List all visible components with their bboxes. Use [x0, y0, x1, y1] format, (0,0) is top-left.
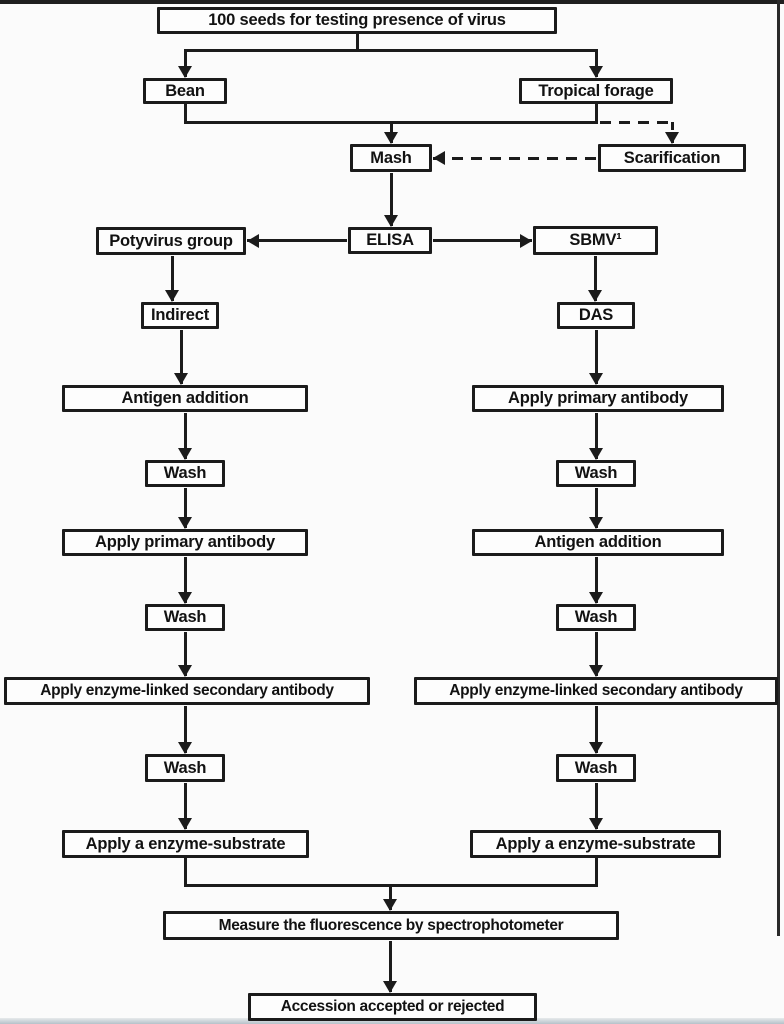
arrowhead-enzyme-to-wash3-left: [178, 742, 192, 754]
node-wash-right-1: Wash: [556, 460, 636, 487]
arrowhead-merge-to-measure: [383, 899, 397, 911]
edge-substrate-merge-right-stem: [595, 858, 598, 887]
edge-seeds-split-bar: [184, 49, 598, 52]
node-antigen-addition-right: Antigen addition: [472, 529, 724, 556]
edge-elisa-to-sbmv: [433, 239, 532, 242]
figure-right-border: [777, 0, 780, 936]
node-wash-left-2: Wash: [145, 604, 225, 631]
arrowhead-wash3-to-substrate-left: [178, 818, 192, 830]
node-accession-result: Accession accepted or rejected: [248, 993, 537, 1021]
node-sbmv: SBMV¹: [533, 226, 658, 255]
node-100-seeds: 100 seeds for testing presence of virus: [157, 7, 557, 34]
arrowhead-primary-to-wash1-right: [589, 448, 603, 460]
node-enzyme-secondary-left: Apply enzyme-linked secondary antibody: [4, 677, 370, 705]
node-wash-left-1: Wash: [145, 460, 225, 487]
arrowhead-forage-to-scarification-dashed: [665, 132, 679, 144]
arrowhead-potyvirus-to-indirect: [165, 290, 179, 302]
node-elisa: ELISA: [348, 227, 432, 254]
node-enzyme-substrate-left: Apply a enzyme-substrate: [62, 830, 309, 858]
arrowhead-split-to-bean: [178, 66, 192, 78]
arrowhead-mash-to-elisa: [384, 215, 398, 227]
node-apply-primary-antibody-left: Apply primary antibody: [62, 529, 308, 556]
figure-top-border: [0, 0, 784, 4]
arrowhead-scarification-to-mash-dashed: [433, 151, 445, 165]
arrowhead-indirect-to-antigen-addition: [174, 373, 188, 385]
edge-forage-to-scarification-dashed-seg0: [600, 121, 672, 124]
arrowhead-measure-to-accession: [383, 981, 397, 993]
edge-elisa-to-potyvirus: [247, 239, 347, 242]
node-das: DAS: [557, 302, 635, 329]
node-potyvirus-group: Potyvirus group: [96, 227, 246, 255]
arrowhead-wash2-to-enzyme-left: [178, 665, 192, 677]
arrowhead-antigen-to-wash1-left: [178, 448, 192, 460]
arrowhead-sbmv-to-das: [588, 290, 602, 302]
node-wash-right-3: Wash: [556, 754, 636, 782]
arrowhead-wash1-to-antigen-right: [589, 517, 603, 529]
edge-substrate-merge-left-stem: [184, 858, 187, 887]
arrowhead-elisa-to-potyvirus: [247, 234, 259, 248]
arrowhead-split-to-tropical-forage: [589, 66, 603, 78]
node-measure-fluorescence: Measure the fluorescence by spectrophotometer: [163, 911, 619, 940]
arrowhead-das-to-apply-primary: [589, 373, 603, 385]
node-tropical-forage: Tropical forage: [519, 78, 673, 104]
arrowhead-wash2-to-enzyme-right: [589, 665, 603, 677]
node-wash-left-3: Wash: [145, 754, 225, 782]
arrowhead-antigen-to-wash2-right: [589, 592, 603, 604]
node-mash: Mash: [350, 144, 432, 172]
arrowhead-merge-to-mash: [384, 132, 398, 144]
node-antigen-addition-left: Antigen addition: [62, 385, 308, 412]
arrowhead-wash3-to-substrate-right: [589, 818, 603, 830]
arrowhead-primary-to-wash2-left: [178, 592, 192, 604]
node-enzyme-secondary-right: Apply enzyme-linked secondary antibody: [414, 677, 778, 705]
arrowhead-elisa-to-sbmv: [520, 234, 532, 248]
arrowhead-enzyme-to-wash3-right: [589, 742, 603, 754]
arrowhead-wash1-to-primary-left: [178, 517, 192, 529]
node-apply-primary-antibody-right: Apply primary antibody: [472, 385, 724, 412]
node-enzyme-substrate-right: Apply a enzyme-substrate: [470, 830, 721, 858]
edge-scarification-to-mash-dashed: [433, 157, 597, 160]
node-wash-right-2: Wash: [556, 604, 636, 631]
node-bean: Bean: [143, 78, 227, 104]
node-scarification: Scarification: [598, 144, 746, 172]
node-indirect: Indirect: [141, 302, 219, 329]
